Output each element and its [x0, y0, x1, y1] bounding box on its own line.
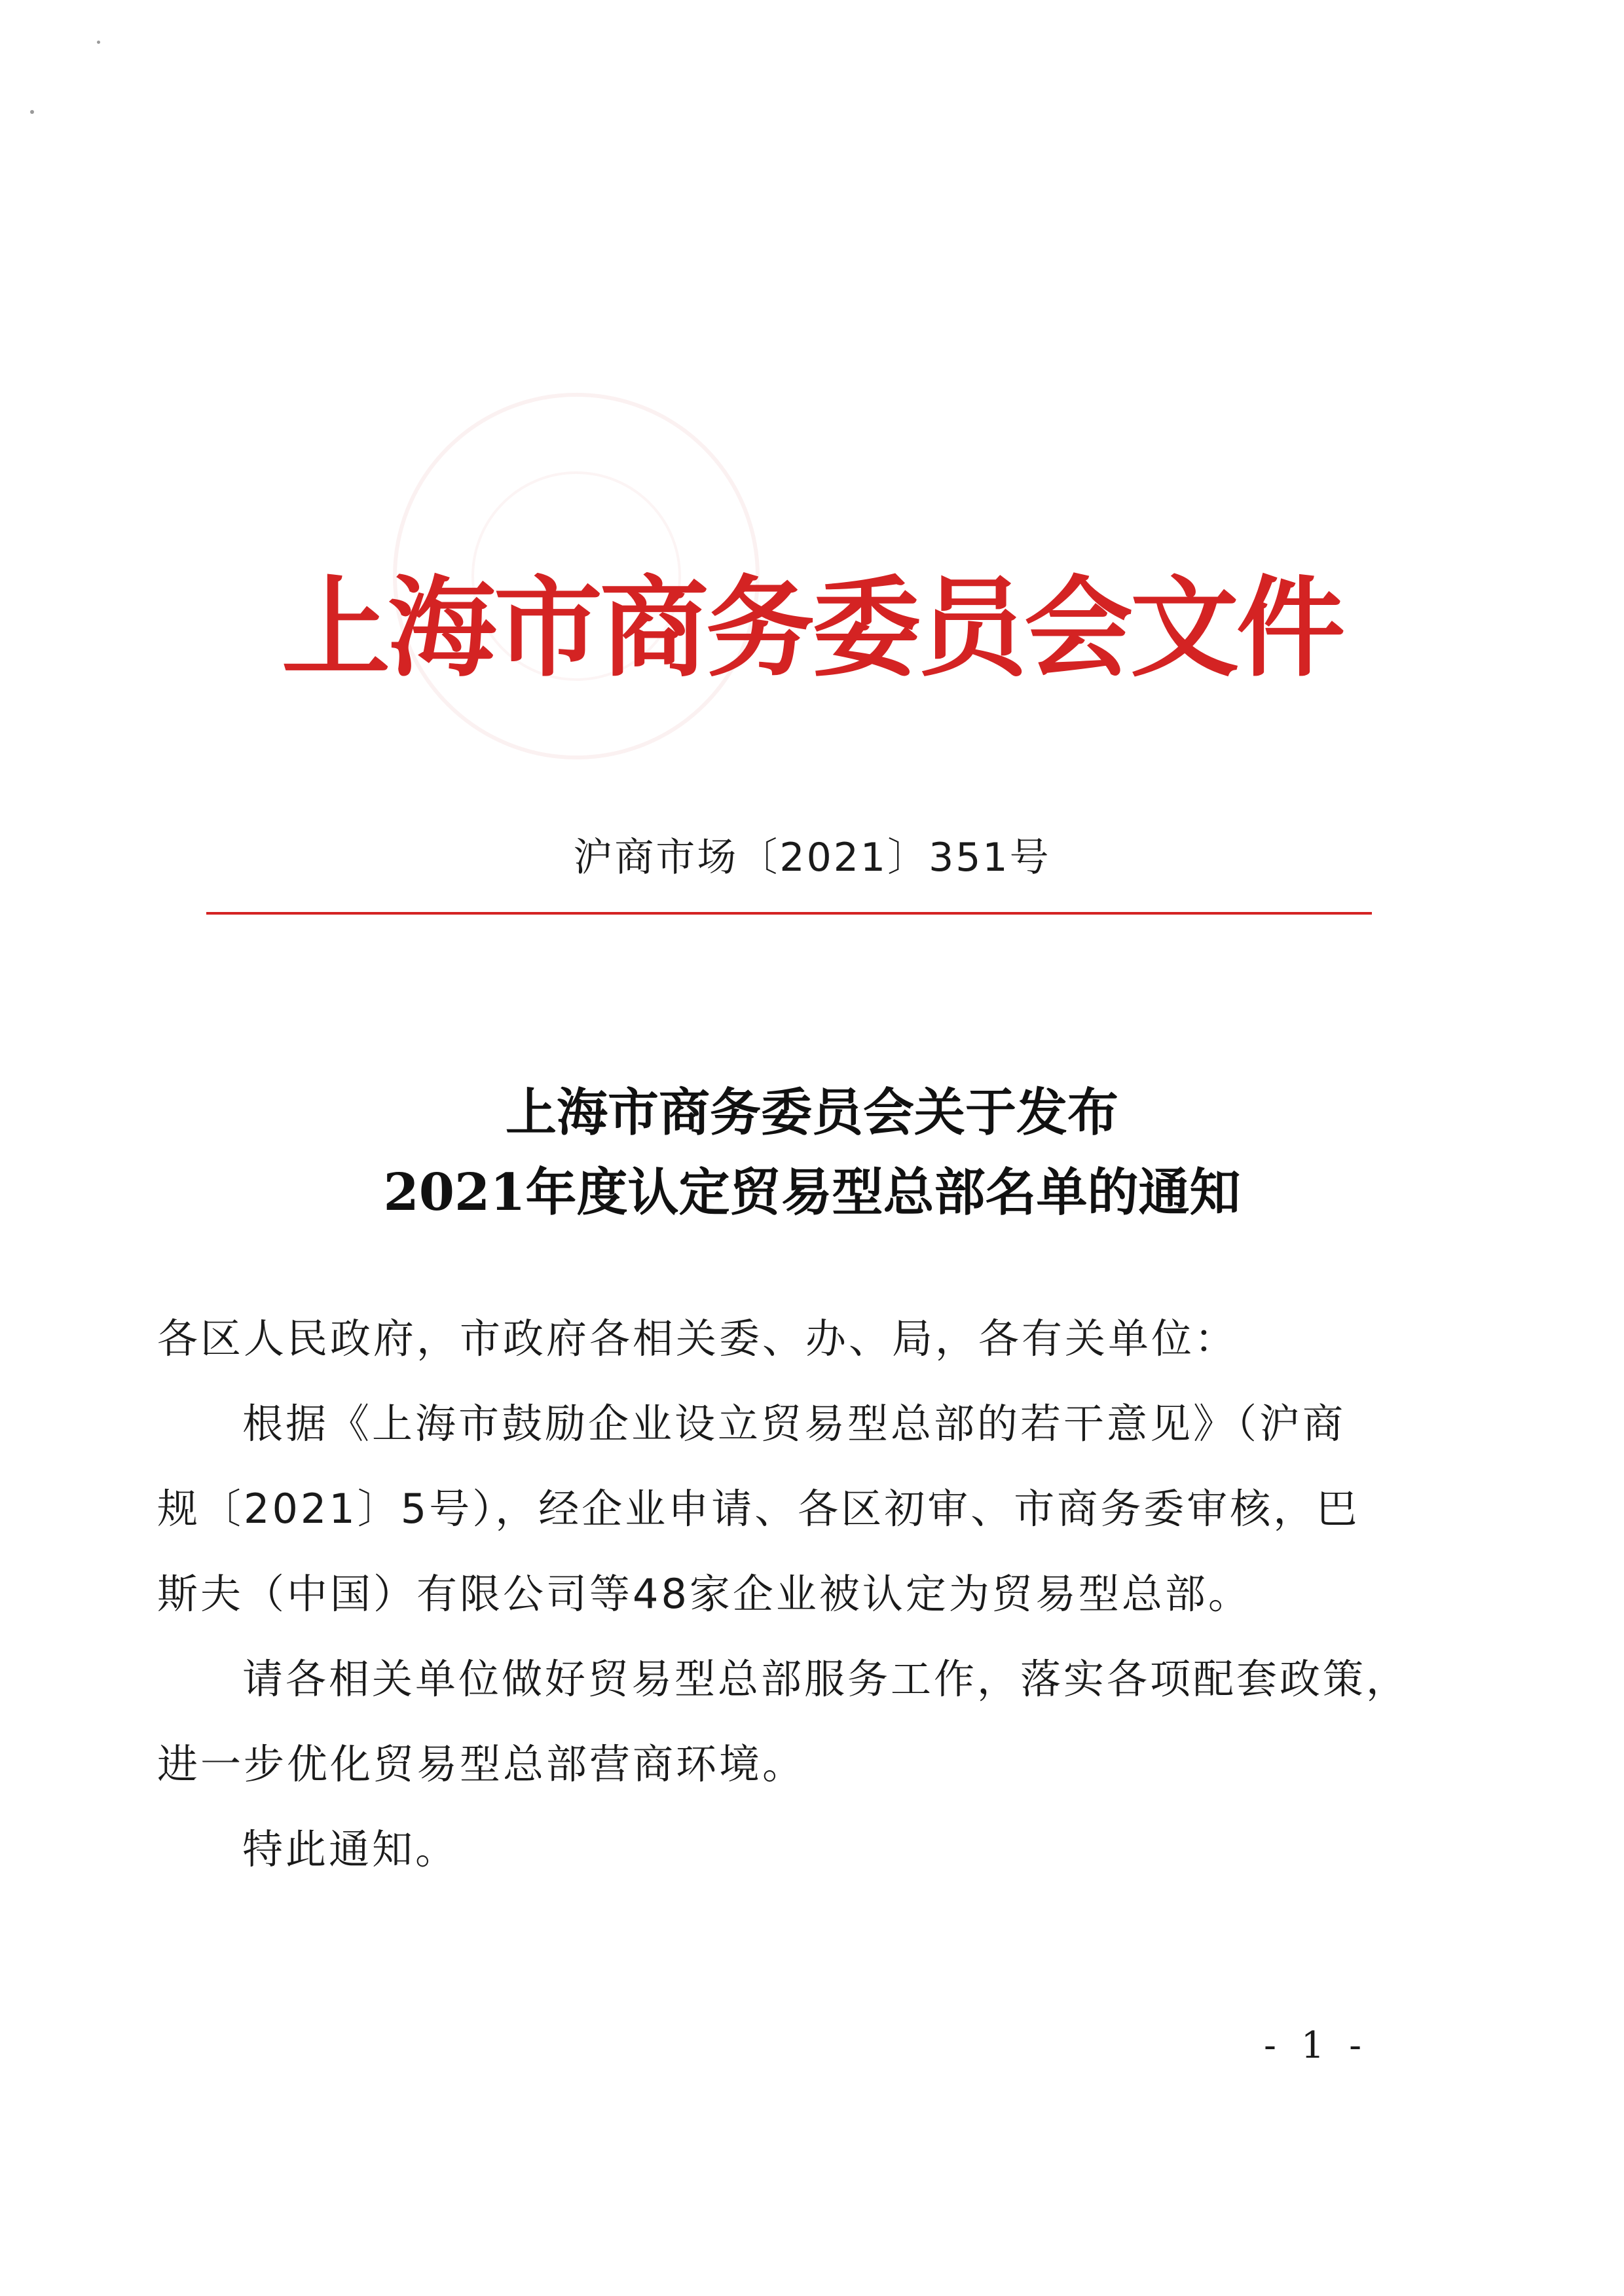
salutation: 各区人民政府，市政府各相关委、办、局，各有关单位：	[157, 1315, 1238, 1362]
document-number: 沪商市场〔2021〕351号	[573, 835, 1051, 881]
paragraph-1-line-3: 斯夫（中国）有限公司等48家企业被认定为贸易型总部。	[157, 1570, 1251, 1618]
document-title-line-2: 2021年度认定贸易型总部名单的通知	[383, 1163, 1241, 1222]
document-title-line-1: 上海市商务委员会关于发布	[505, 1083, 1118, 1142]
page-number: - 1 -	[1264, 2024, 1369, 2067]
scan-speck	[30, 110, 34, 114]
closing-line: 特此通知。	[242, 1825, 459, 1873]
scan-speck	[97, 41, 100, 44]
red-separator-line	[206, 912, 1372, 915]
paragraph-2-line-2: 进一步优化贸易型总部营商环境。	[157, 1740, 806, 1788]
paragraph-2-line-1: 请各相关单位做好贸易型总部服务工作，落实各项配套政策，	[242, 1655, 1410, 1703]
paragraph-1-line-1: 根据《上海市鼓励企业设立贸易型总部的若干意见》（沪商	[242, 1400, 1346, 1448]
document-masthead: 上海市商务委员会文件	[282, 564, 1342, 692]
paragraph-1-line-2: 规〔2021〕5号），经企业申请、各区初审、市商务委审核，巴	[157, 1485, 1360, 1533]
